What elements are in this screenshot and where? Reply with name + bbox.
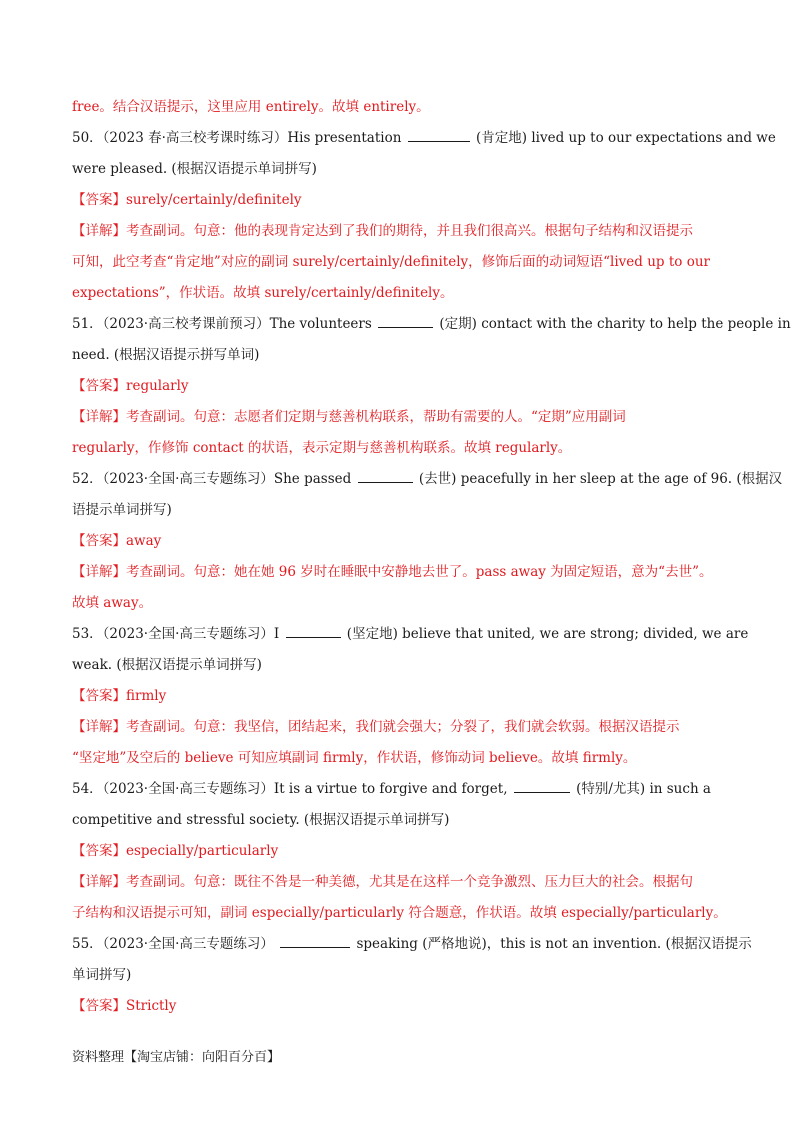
answer-blank: [378, 313, 433, 328]
answer-blank: [280, 933, 350, 948]
explanation-53-line1: 【详解】考查副词。句意：我坚信，团结起来，我们就会强大；分裂了，我们就会软弱。根据汉语提示: [72, 719, 680, 735]
explanation-54-line1: 【详解】考查副词。句意：既往不咎是一种美德，尤其是在这样一个竞争激烈、压力巨大的社会。根据句: [72, 874, 693, 890]
explanation-52-line1: 【详解】考查副词。句意：她在她 96 岁时在睡眠中安静地去世了。pass away 为固定短语，意为“去世”。: [72, 564, 713, 580]
prev-explanation-tail: free。结合汉语提示，这里应用 entirely。故填 entirely。: [72, 99, 430, 115]
question-53-stem: 53．（2023·全国·高三专题练习）I: [72, 626, 280, 642]
question-54-hint: (特别/尤其) in such a: [576, 781, 711, 797]
answer-50: 【答案】surely/certainly/definitely: [72, 192, 302, 208]
answer-51: 【答案】regularly: [72, 378, 189, 394]
question-53-hint: (坚定地) believe that united, we are strong; divided, we are: [346, 626, 749, 642]
question-50: [72, 123, 776, 154]
answer-blank: [286, 623, 341, 638]
answer-blank: [358, 468, 413, 483]
answer-blank: [514, 778, 570, 793]
question-55-stem: 55．（2023·全国·高三专题练习）: [72, 936, 274, 952]
question-50-stem: 50．（2023 春·高三校考课时练习）His presentation: [72, 130, 402, 146]
answer-53: 【答案】firmly: [72, 688, 167, 704]
question-52-hint: (去世) peacefully in her sleep at the age of 96. (根据汉: [418, 471, 783, 487]
question-51: [72, 309, 791, 340]
question-53-cont: weak. (根据汉语提示单词拼写): [72, 657, 262, 673]
explanation-51-line1: 【详解】考查副词。句意：志愿者们定期与慈善机构联系，帮助有需要的人。“定期”应用副词: [72, 409, 626, 425]
question-55-hint: speaking (严格地说)，this is not an invention. (根据汉语提示: [356, 936, 752, 952]
question-54: [72, 774, 732, 805]
page-footer: 资料整理【淘宝店铺：向阳百分百】: [72, 1050, 281, 1065]
question-52-stem: 52．（2023·全国·高三专题练习）She passed: [72, 471, 352, 487]
question-50-cont: were pleased. (根据汉语提示单词拼写): [72, 161, 317, 177]
question-51-stem: 51．（2023·高三校考课前预习）The volunteers: [72, 316, 372, 332]
answer-blank: [408, 127, 470, 142]
question-55-cont: 单词拼写): [72, 967, 132, 983]
answer-55: 【答案】Strictly: [72, 998, 177, 1014]
question-54-stem: 54．（2023·全国·高三专题练习）It is a virtue to forgive and forget,: [72, 781, 508, 797]
answer-54: 【答案】especially/particularly: [72, 843, 279, 859]
question-52: [72, 464, 783, 495]
question-53: [72, 619, 749, 650]
question-52-cont: 语提示单词拼写): [72, 502, 172, 518]
question-55: [72, 929, 752, 960]
explanation-53-line2: “坚定地”及空后的 believe 可知应填副词 firmly，作状语，修饰动词 believe。故填 firmly。: [72, 750, 637, 766]
explanation-50-line2: 可知，此空考查“肯定地”对应的副词 surely/certainly/definitely，修饰后面的动词短语“lived up to our: [72, 254, 710, 270]
explanation-52-line2: 故填 away。: [72, 595, 153, 611]
question-51-cont: need. (根据汉语提示拼写单词): [72, 347, 260, 363]
explanation-50-line3: expectations”，作状语。故填 surely/certainly/definitely。: [72, 285, 454, 301]
answer-52: 【答案】away: [72, 533, 162, 549]
question-54-cont: competitive and stressful society. (根据汉语提示单词拼写): [72, 812, 450, 828]
explanation-51-line2: regularly，作修饰 contact 的状语，表示定期与慈善机构联系。故填 regularly。: [72, 440, 572, 456]
explanation-50-line1: 【详解】考查副词。句意：他的表现肯定达到了我们的期待，并且我们很高兴。根据句子结构和汉语提示: [72, 223, 693, 239]
question-51-hint: (定期) contact with the charity to help the people in: [439, 316, 791, 332]
explanation-54-line2: 子结构和汉语提示可知，副词 especially/particularly 符合题意，作状语。故填 especially/particularly。: [72, 905, 727, 921]
question-50-hint: (肯定地) lived up to our expectations and we: [476, 130, 776, 146]
document-body: [72, 92, 791, 1022]
